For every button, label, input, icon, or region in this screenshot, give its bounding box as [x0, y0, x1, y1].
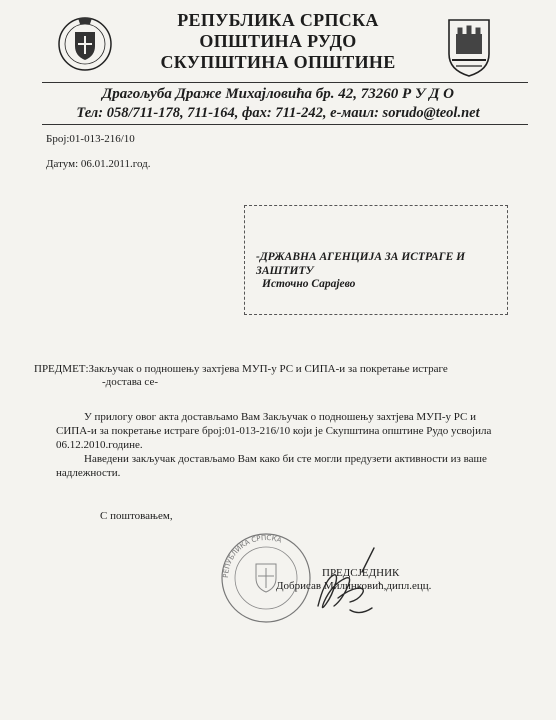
body-paragraph-1-line-2: СИПА-и за покретање истраге број:01-013-216/10 који је Скупштина општине Рудо усвојила: [56, 425, 492, 437]
body-paragraph-2-line-2: надлежности.: [56, 467, 121, 479]
header-contact: Тел: 058/711-178, 711-164, фах: 711-242, е-маил: sorudo@teol.net: [76, 105, 480, 121]
header-rule-bottom: [42, 124, 528, 125]
closing-salutation: С поштовањем,: [100, 510, 173, 522]
signatory-title: ПРЕДСЈЕДНИК: [322, 567, 400, 579]
header-rule-top: [42, 82, 528, 83]
recipient-agency: -ДРЖАВНА АГЕНЦИЈА ЗА ИСТРАГЕ И ЗАШТИТУ: [256, 251, 466, 277]
header-address: Драгољуба Драже Михајловића бр. 42, 73260 Р У Д О: [102, 86, 454, 102]
signatory-name: Добрисав Милинковић,дипл.ецц.: [276, 580, 432, 592]
header-assembly: СКУПШТИНА ОПШТИНЕ: [160, 52, 396, 72]
seal-text: РЕПУБЛИКА СРПСКА: [221, 533, 283, 579]
document-number: Број:01-013-216/10: [46, 133, 135, 145]
document-date: Датум: 06.01.2011.год.: [46, 158, 151, 170]
body-paragraph-2-line-1: Наведени закључак достављамо Вам како би сте могли предузети активности из ваше: [84, 453, 487, 465]
body-paragraph-1-line-3: 06.12.2010.године.: [56, 439, 143, 451]
recipient-city: Источно Сарајево: [262, 278, 356, 290]
header-republic: РЕПУБЛИКА СРПСКА: [177, 10, 379, 30]
subject-line: ПРЕДМЕТ:Закључак о подношењу захтјева МУП-у РС и СИПА-и за покретање истраге: [34, 363, 448, 375]
svg-text:РЕПУБЛИКА СРПСКА: [222, 534, 283, 578]
body-paragraph-1-line-1: У прилогу овог акта достављамо Вам Закључак о подношењу захтјева МУП-у РС и: [84, 411, 477, 423]
subject-delivery: -достава се-: [102, 376, 158, 388]
header-municipality: ОПШТИНА РУДО: [199, 31, 357, 51]
handwritten-signature-icon: [298, 542, 388, 626]
